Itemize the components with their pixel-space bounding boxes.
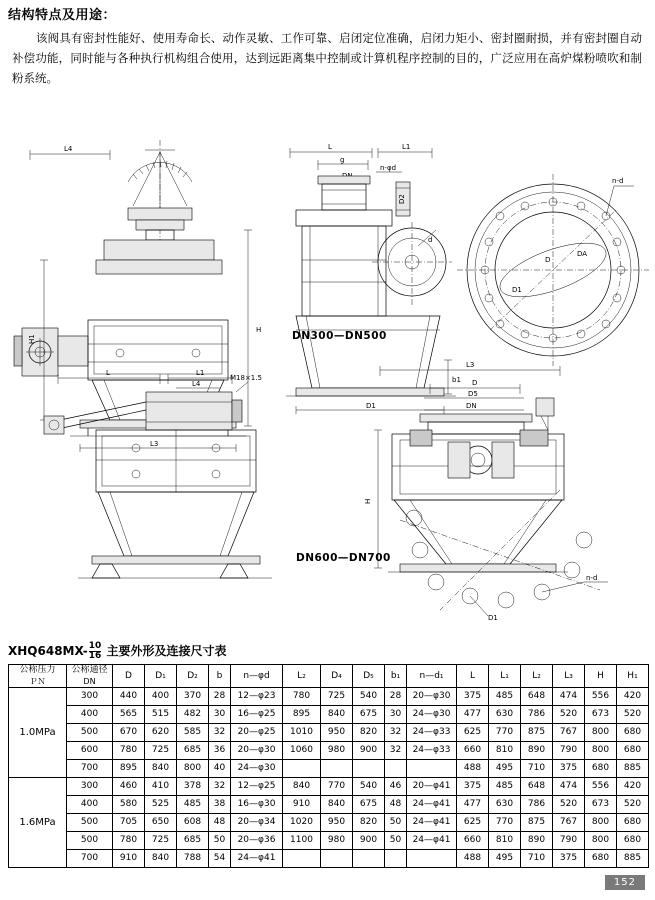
table-title-prefix: XHQ648MX- [8,644,88,658]
cell-value: 488 [457,850,489,868]
svg-text:L3: L3 [466,361,475,369]
cell-value: 725 [321,688,353,706]
cell-value: 375 [457,778,489,796]
cell-pressure-rating: 1.0MPa [9,688,67,778]
cell-value: 440 [113,688,145,706]
svg-text:L1: L1 [402,143,411,151]
page-number: 152 [605,875,645,890]
cell-value: 890 [521,832,553,850]
cell-value: 48 [209,814,231,832]
cell-value: 32 [385,724,407,742]
figure-top-right [457,174,649,366]
header-col-9: n—d₁ [407,665,457,688]
cell-value: 840 [283,778,321,796]
cell-value: 950 [321,724,353,742]
cell-value: 875 [521,814,553,832]
svg-text:L3: L3 [150,440,159,448]
cell-value: 810 [489,832,521,850]
table-row [9,724,649,742]
cell-value: 675 [353,706,385,724]
cell-value: 24—φ41 [407,832,457,850]
header-col-15: H₁ [617,665,649,688]
cell-value: 675 [353,796,385,814]
cell-value: 12—φ23 [231,688,283,706]
cell-value: 780 [113,742,145,760]
cell-value: 725 [145,832,177,850]
svg-text:H: H [256,326,262,334]
header-col-0: D [113,665,145,688]
cell-value: 895 [283,706,321,724]
cell-value: 485 [177,796,209,814]
cell-nominal-diameter: 300 [67,778,113,796]
svg-text:D5: D5 [468,390,478,398]
header-col-1: D₁ [145,665,177,688]
cell-value: 580 [113,796,145,814]
cell-value: 910 [283,796,321,814]
cell-value: 38 [209,796,231,814]
cell-value: 790 [553,832,585,850]
cell-value: 673 [585,706,617,724]
svg-text:n-φd: n-φd [380,164,397,172]
dimensions-table [8,664,649,868]
cell-value: 520 [553,706,585,724]
cell-value: 800 [585,742,617,760]
svg-text:b1: b1 [452,376,461,384]
cell-value: 1100 [283,832,321,850]
cell-value: 770 [489,724,521,742]
cell-value: 885 [617,850,649,868]
cell-value: 32 [209,724,231,742]
svg-text:D: D [545,256,551,264]
cell-value: 900 [353,742,385,760]
cell-value [407,760,457,778]
cell-value: 20—φ25 [231,724,283,742]
figure-caption-bottom: DN600—DN700 [296,552,391,564]
cell-nominal-diameter: 700 [67,850,113,868]
cell-value: 540 [353,778,385,796]
table-row [9,796,649,814]
cell-value: 375 [553,760,585,778]
cell-value: 24—φ30 [231,760,283,778]
cell-value: 840 [321,706,353,724]
header-dn-sub: DN [83,677,96,686]
cell-nominal-diameter: 400 [67,706,113,724]
svg-text:L4: L4 [192,380,201,388]
cell-value: 28 [209,688,231,706]
cell-value: 980 [321,742,353,760]
cell-value: 630 [489,706,521,724]
cell-value: 495 [489,760,521,778]
cell-value: 50 [385,832,407,850]
header-col-14: H [585,665,617,688]
cell-value: 50 [385,814,407,832]
cell-value: 680 [585,850,617,868]
cell-value: 705 [113,814,145,832]
cell-value: 630 [489,796,521,814]
cell-value: 24—φ33 [407,724,457,742]
header-col-5: L₂ [283,665,321,688]
cell-value: 895 [113,760,145,778]
cell-value [321,760,353,778]
svg-text:H1: H1 [28,334,36,344]
cell-value: 32 [385,742,407,760]
cell-value: 20—φ30 [407,688,457,706]
cell-value [353,760,385,778]
cell-value: 810 [489,742,521,760]
cell-value: 28 [385,688,407,706]
cell-value: 40 [209,760,231,778]
cell-value: 556 [585,688,617,706]
cell-value: 673 [585,796,617,814]
figure-top-middle [286,143,461,414]
cell-value: 495 [489,850,521,868]
cell-value [385,760,407,778]
cell-value: 680 [585,760,617,778]
cell-value: 840 [321,796,353,814]
cell-value: 585 [177,724,209,742]
header-col-8: b₁ [385,665,407,688]
cell-nominal-diameter: 500 [67,724,113,742]
cell-value: 460 [113,778,145,796]
cell-value: 16—φ25 [231,706,283,724]
svg-text:H: H [364,498,372,504]
cell-nominal-diameter: 700 [67,760,113,778]
cell-value: 625 [457,814,489,832]
cell-value [321,850,353,868]
figure-caption-mid: DN300—DN500 [292,330,387,342]
cell-value: 525 [145,796,177,814]
header-col-4: n—φd [231,665,283,688]
cell-value: 800 [177,760,209,778]
cell-value: 950 [321,814,353,832]
cell-value: 520 [553,796,585,814]
cell-value: 648 [521,688,553,706]
cell-value: 625 [457,724,489,742]
cell-value: 488 [457,760,489,778]
cell-value: 840 [145,760,177,778]
table-title-frac-num: 10 [88,641,102,651]
svg-text:M18×1.5: M18×1.5 [230,374,262,382]
cell-value: 378 [177,778,209,796]
cell-value: 980 [321,832,353,850]
cell-pressure-rating: 1.6MPa [9,778,67,868]
cell-value: 24—φ33 [407,742,457,760]
cell-value: 474 [553,778,585,796]
svg-text:L: L [328,143,332,151]
cell-value: 800 [585,814,617,832]
cell-value: 770 [321,778,353,796]
cell-value [407,850,457,868]
cell-value: 680 [617,742,649,760]
table-row [9,706,649,724]
cell-value: 400 [145,688,177,706]
cell-value: 786 [521,706,553,724]
cell-value: 20—φ36 [231,832,283,850]
cell-value: 648 [521,778,553,796]
svg-text:n-d: n-d [586,574,598,582]
cell-value: 50 [209,832,231,850]
cell-nominal-diameter: 400 [67,796,113,814]
cell-value: 54 [209,850,231,868]
table-title [8,642,226,661]
header-col-10: L [457,665,489,688]
cell-value: 770 [489,814,521,832]
cell-value: 375 [553,850,585,868]
cell-value: 46 [385,778,407,796]
svg-text:D1: D1 [366,402,376,410]
svg-text:DN: DN [466,402,477,410]
cell-value: 660 [457,742,489,760]
cell-value: 680 [617,832,649,850]
cell-value: 540 [353,688,385,706]
cell-value: 48 [385,796,407,814]
intro-paragraph: 该阀具有密封性能好、使用寿命长、动作灵敏、工作可靠、启闭定位准确，启闭力矩小、密封圈耐损，并有密封圈自动补偿功能，同时能与各种执行机构组合使用，达到远距离集中控制或计算机程序控制的目的，广泛应用在高炉煤粉喷吹和制粉系统。 [12,31,642,85]
cell-value: 885 [617,760,649,778]
cell-value: 767 [553,724,585,742]
cell-nominal-diameter: 500 [67,832,113,850]
cell-value: 608 [177,814,209,832]
cell-value: 565 [113,706,145,724]
cell-value: 660 [457,832,489,850]
cell-nominal-diameter: 600 [67,742,113,760]
cell-value [353,850,385,868]
cell-value: 1060 [283,742,321,760]
cell-value: 30 [209,706,231,724]
header-col-2: D₂ [177,665,209,688]
cell-nominal-diameter: 300 [67,688,113,706]
cell-value: 890 [521,742,553,760]
header-dn-label: 公称通径 [71,665,108,675]
cell-value: 36 [209,742,231,760]
cell-value: 32 [209,778,231,796]
cell-value: 788 [177,850,209,868]
header-col-7: D₅ [353,665,385,688]
cell-value: 786 [521,796,553,814]
svg-text:D2: D2 [398,194,406,204]
cell-value: 800 [585,724,617,742]
technical-drawings [0,130,655,630]
header-pn-sub: ＰＮ [29,677,46,686]
cell-value: 780 [283,688,321,706]
cell-value: 12—φ25 [231,778,283,796]
svg-text:D1: D1 [488,614,498,622]
table-row [9,850,649,868]
cell-value: 620 [145,724,177,742]
header-col-3: b [209,665,231,688]
cell-value: 420 [617,778,649,796]
table-row [9,742,649,760]
svg-text:L4: L4 [64,145,73,153]
cell-value: 820 [353,724,385,742]
svg-text:L: L [106,369,110,377]
cell-value [283,760,321,778]
cell-value: 800 [585,832,617,850]
cell-value: 556 [585,778,617,796]
cell-value: 410 [145,778,177,796]
table-body [9,688,649,868]
cell-value: 20—φ41 [407,778,457,796]
cell-value: 20—φ34 [231,814,283,832]
cell-value: 680 [617,724,649,742]
table-row [9,778,649,796]
cell-value: 16—φ30 [231,796,283,814]
header-col-12: L₂ [521,665,553,688]
cell-value: 840 [145,850,177,868]
cell-value: 30 [385,706,407,724]
cell-value: 420 [617,688,649,706]
header-pn [9,665,67,688]
cell-value: 710 [521,850,553,868]
table-title-frac-den: 16 [88,651,102,661]
cell-value: 370 [177,688,209,706]
cell-value: 685 [177,742,209,760]
cell-value: 1010 [283,724,321,742]
cell-value: 685 [177,832,209,850]
section-heading: 结构特点及用途： [8,8,117,23]
table-title-fraction [89,642,102,661]
figure-bottom-right [364,361,608,622]
cell-value: 780 [113,832,145,850]
cell-value: 910 [113,850,145,868]
cell-value: 680 [617,814,649,832]
cell-nominal-diameter: 500 [67,814,113,832]
svg-text:g: g [340,156,345,164]
cell-value [283,850,321,868]
svg-text:d: d [428,236,433,244]
table-header-row [9,665,649,688]
cell-value: 477 [457,706,489,724]
figure-bottom-left [44,369,272,578]
table-row [9,814,649,832]
header-col-6: D₄ [321,665,353,688]
svg-text:D1: D1 [512,286,522,294]
cell-value: 477 [457,796,489,814]
table-title-suffix: 主要外形及连接尺寸表 [106,644,227,658]
cell-value: 24—φ30 [407,706,457,724]
cell-value: 710 [521,760,553,778]
cell-value: 725 [145,742,177,760]
cell-value: 515 [145,706,177,724]
svg-text:D: D [472,379,478,387]
cell-value: 375 [457,688,489,706]
cell-value [385,850,407,868]
cell-value: 767 [553,814,585,832]
cell-value: 820 [353,814,385,832]
cell-value: 20—φ30 [231,742,283,760]
cell-value: 24—φ41 [407,796,457,814]
cell-value: 875 [521,724,553,742]
cell-value: 482 [177,706,209,724]
header-dn [67,665,113,688]
table-row [9,760,649,778]
header-pn-label: 公称压力 [19,665,56,675]
cell-value: 1020 [283,814,321,832]
cell-value: 24—φ41 [231,850,283,868]
cell-value: 900 [353,832,385,850]
table-row [9,832,649,850]
header-col-13: L₃ [553,665,585,688]
svg-text:DA: DA [577,250,588,258]
header-col-11: L₁ [489,665,521,688]
cell-value: 520 [617,796,649,814]
cell-value: 520 [617,706,649,724]
cell-value: 474 [553,688,585,706]
cell-value: 485 [489,778,521,796]
cell-value: 485 [489,688,521,706]
cell-value: 24—φ41 [407,814,457,832]
svg-text:n-d: n-d [612,177,624,185]
cell-value: 670 [113,724,145,742]
svg-text:L1: L1 [196,369,205,377]
table-row [9,688,649,706]
cell-value: 650 [145,814,177,832]
cell-value: 790 [553,742,585,760]
